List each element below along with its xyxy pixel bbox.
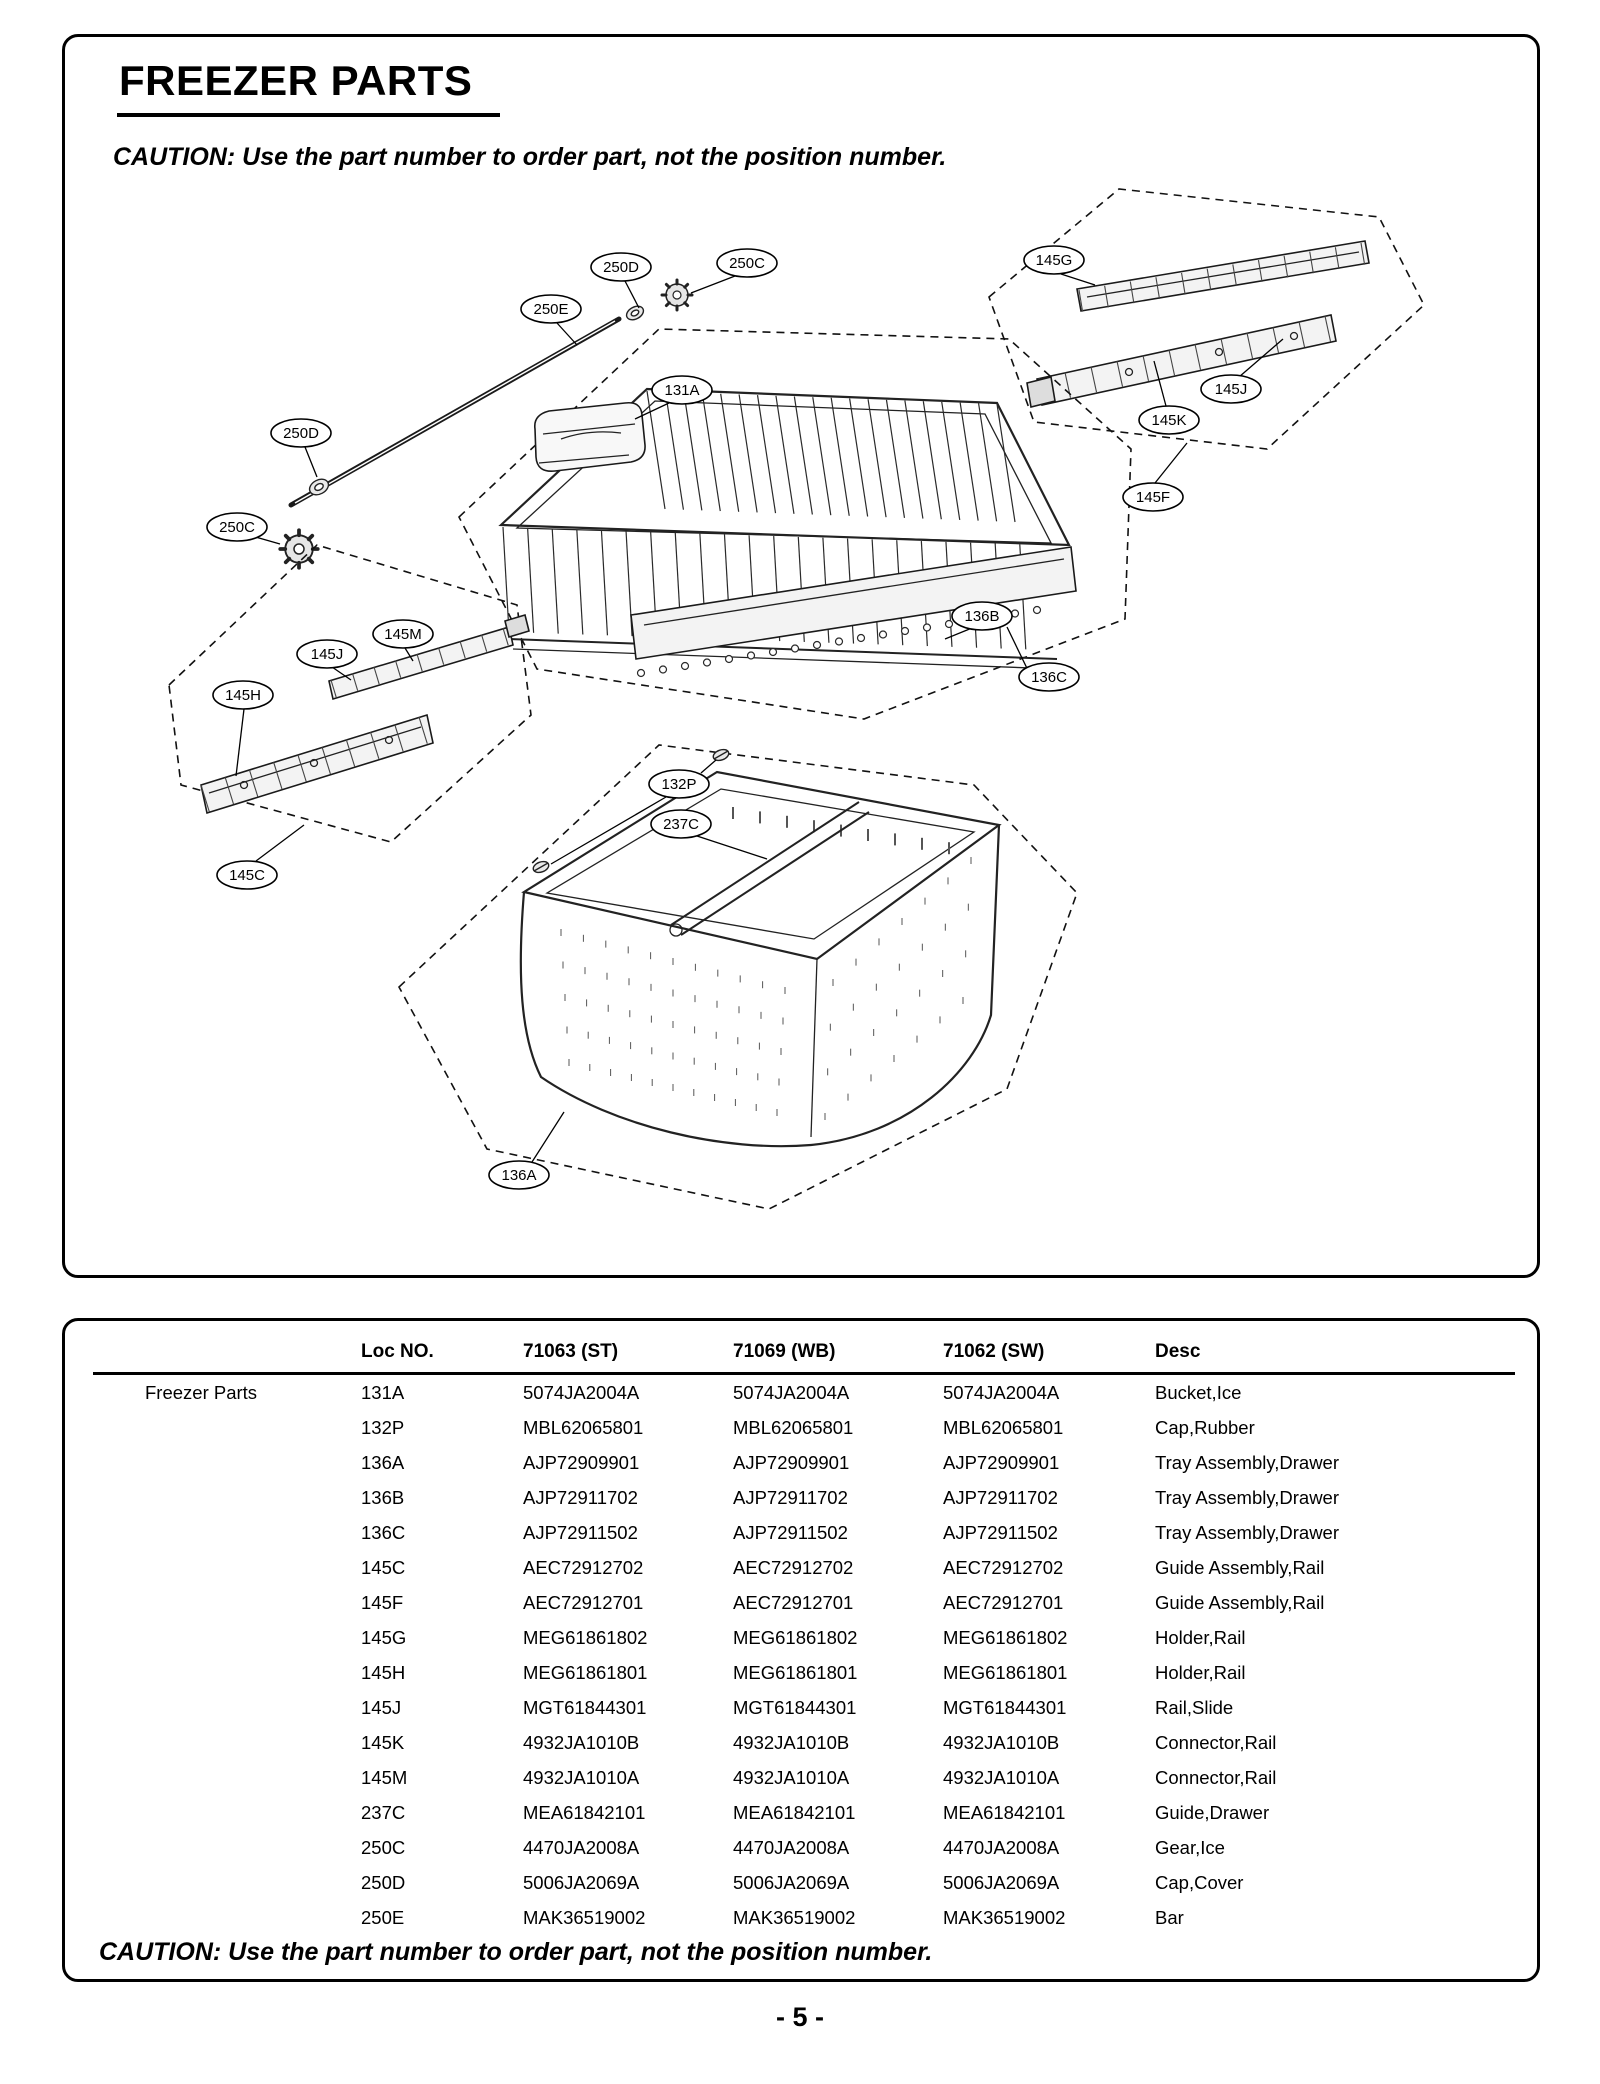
cell-loc-no: 145M — [361, 1767, 408, 1788]
table-row — [93, 1795, 1515, 1830]
callout-250d-top — [591, 253, 651, 281]
cell-71063-st: 5074JA2004A — [523, 1382, 640, 1403]
cell-71069-wb: AJP72911502 — [733, 1522, 848, 1543]
cell-desc: Guide,Drawer — [1155, 1802, 1270, 1823]
cell-loc-no: 145F — [361, 1592, 404, 1613]
diagram-panel — [62, 34, 1540, 1278]
callout-145j-right — [1201, 375, 1261, 403]
cell-loc-no: 145K — [361, 1732, 405, 1753]
drawer-group — [399, 745, 1077, 1209]
ice-bucket-131a — [535, 403, 645, 471]
callout-145k — [1139, 406, 1199, 434]
callout-250e — [521, 295, 581, 323]
table-row — [93, 1620, 1515, 1655]
cell-71062-sw: MBL62065801 — [943, 1417, 1064, 1438]
cell-71063-st: MAK36519002 — [523, 1907, 646, 1928]
cell-71063-st: 5006JA2069A — [523, 1872, 640, 1893]
cell-71062-sw: AJP72911702 — [943, 1487, 1058, 1508]
svg-text:250D: 250D — [603, 259, 639, 276]
cell-loc-no: 132P — [361, 1417, 405, 1438]
cell-71063-st: MGT61844301 — [523, 1697, 647, 1718]
cell-71062-sw: MEG61861801 — [943, 1662, 1068, 1683]
rubber-cap-132p-a — [712, 748, 730, 763]
cell-group — [93, 1760, 361, 1795]
cell-71069-wb: MAK36519002 — [733, 1907, 856, 1928]
cell-71063-st: MEA61842101 — [523, 1802, 646, 1823]
cell-71069-wb: MEG61861802 — [733, 1627, 858, 1648]
svg-text:136A: 136A — [501, 1167, 537, 1184]
cell-71062-sw: MEG61861802 — [943, 1627, 1068, 1648]
exploded-diagram — [69, 187, 1539, 1273]
right-rail-group — [989, 189, 1424, 449]
cell-71069-wb: AJP72909901 — [733, 1452, 850, 1473]
svg-text:250C: 250C — [219, 519, 255, 536]
cell-desc: Guide Assembly,Rail — [1155, 1592, 1325, 1613]
cell-loc-no: 131A — [361, 1382, 405, 1403]
drawer-region-outline — [399, 745, 1077, 1209]
callout-145j-left — [297, 640, 357, 668]
svg-text:250C: 250C — [729, 255, 765, 272]
cell-loc-no: 145J — [361, 1697, 402, 1718]
cell-group — [93, 1865, 361, 1900]
svg-text:145G: 145G — [1035, 252, 1073, 269]
table-row — [93, 1725, 1515, 1760]
ice-gear-250c-top-icon — [662, 280, 692, 310]
parts-table-panel — [62, 1318, 1540, 1982]
cell-71063-st: AEC72912702 — [523, 1557, 644, 1578]
callout-145g — [1024, 246, 1084, 274]
cell-71062-sw: AJP72911502 — [943, 1522, 1058, 1543]
cell-desc: Guide Assembly,Rail — [1155, 1557, 1325, 1578]
svg-text:145J: 145J — [310, 646, 344, 663]
svg-text:136B: 136B — [964, 608, 1000, 625]
drawer-tray-136a — [521, 772, 999, 1146]
svg-text:145K: 145K — [1151, 412, 1187, 429]
cell-71069-wb: MBL62065801 — [733, 1417, 854, 1438]
table-row — [93, 1865, 1515, 1900]
cell-71069-wb: MGT61844301 — [733, 1697, 857, 1718]
cell-71063-st: MBL62065801 — [523, 1417, 644, 1438]
basket-back-wires — [647, 391, 1015, 522]
table-row — [93, 1410, 1515, 1445]
callout-250d-left — [271, 419, 331, 447]
table-row — [93, 1480, 1515, 1515]
cell-71063-st: 4470JA2008A — [523, 1837, 640, 1858]
cell-desc: Holder,Rail — [1155, 1662, 1246, 1683]
cell-group — [93, 1410, 361, 1445]
svg-text:250E: 250E — [533, 301, 569, 318]
callout-136a — [489, 1161, 549, 1189]
cell-71062-sw: MGT61844301 — [943, 1697, 1067, 1718]
cell-desc: Tray Assembly,Drawer — [1155, 1452, 1340, 1473]
svg-text:132P: 132P — [661, 776, 697, 793]
cell-71063-st: MEG61861802 — [523, 1627, 648, 1648]
page-title: FREEZER PARTS — [117, 57, 500, 117]
cell-71063-st: MEG61861801 — [523, 1662, 648, 1683]
caution-top: CAUTION: Use the part number to order part, not the position number. — [113, 143, 947, 171]
table-row — [93, 1900, 1515, 1935]
column-header: 71062 (SW) — [943, 1337, 1155, 1374]
cell-71069-wb: MEG61861801 — [733, 1662, 858, 1683]
cell-group — [93, 1690, 361, 1725]
table-header-row — [93, 1337, 1515, 1374]
callout-250c-top — [717, 249, 777, 277]
cell-71062-sw: 4932JA1010A — [943, 1767, 1060, 1788]
callout-145h — [213, 681, 273, 709]
table-row — [93, 1760, 1515, 1795]
cell-71062-sw: 5006JA2069A — [943, 1872, 1060, 1893]
cell-group — [93, 1655, 361, 1690]
callout-145c — [217, 861, 277, 889]
cell-desc: Holder,Rail — [1155, 1627, 1246, 1648]
table-row — [93, 1374, 1515, 1411]
table-row — [93, 1550, 1515, 1585]
cell-71062-sw: AEC72912702 — [943, 1557, 1064, 1578]
cell-group — [93, 1515, 361, 1550]
cell-71063-st: AJP72911702 — [523, 1487, 638, 1508]
callout-145f — [1123, 483, 1183, 511]
table-row — [93, 1585, 1515, 1620]
cell-desc: Rail,Slide — [1155, 1697, 1234, 1718]
svg-text:136C: 136C — [1031, 669, 1067, 686]
cell-group — [93, 1585, 361, 1620]
cell-loc-no: 145H — [361, 1662, 406, 1683]
cell-group — [93, 1480, 361, 1515]
cell-desc: Connector,Rail — [1155, 1732, 1277, 1753]
cell-loc-no: 250D — [361, 1872, 406, 1893]
cell-group — [93, 1725, 361, 1760]
cell-desc: Bucket,Ice — [1155, 1382, 1242, 1403]
cell-71062-sw: AJP72909901 — [943, 1452, 1060, 1473]
cell-desc: Bar — [1155, 1907, 1184, 1928]
caution-bottom: CAUTION: Use the part number to order part, not the position number. — [99, 1938, 933, 1966]
svg-text:237C: 237C — [663, 816, 699, 833]
cell-71069-wb: MEA61842101 — [733, 1802, 856, 1823]
table-row — [93, 1690, 1515, 1725]
cell-desc: Tray Assembly,Drawer — [1155, 1487, 1340, 1508]
cell-loc-no: 145C — [361, 1557, 406, 1578]
tub-perf-left — [561, 929, 785, 1116]
cell-group — [93, 1550, 361, 1585]
svg-text:145J: 145J — [1214, 381, 1248, 398]
callout-132p — [649, 770, 709, 798]
parts-table — [93, 1337, 1515, 1935]
table-row — [93, 1830, 1515, 1865]
table-row — [93, 1655, 1515, 1690]
cell-loc-no: 136C — [361, 1522, 406, 1543]
callout-136b — [952, 602, 1012, 630]
cell-71069-wb: 4932JA1010B — [733, 1732, 850, 1753]
cell-loc-no: 145G — [361, 1627, 407, 1648]
callout-131a — [652, 376, 712, 404]
cell-71063-st: 4932JA1010B — [523, 1732, 640, 1753]
column-header: 71069 (WB) — [733, 1337, 943, 1374]
cell-71069-wb: 5074JA2004A — [733, 1382, 850, 1403]
cell-group: Freezer Parts — [145, 1382, 258, 1403]
cell-71069-wb: 4932JA1010A — [733, 1767, 850, 1788]
cell-loc-no: 136A — [361, 1452, 405, 1473]
svg-text:145H: 145H — [225, 687, 261, 704]
cell-71069-wb: AJP72911702 — [733, 1487, 848, 1508]
cell-loc-no: 250E — [361, 1907, 405, 1928]
rail-slide-145j-right — [1037, 315, 1336, 405]
column-header: Loc NO. — [361, 1337, 523, 1374]
cell-71063-st: AEC72912701 — [523, 1592, 644, 1613]
right-rail-region-outline — [989, 189, 1424, 449]
svg-text:250D: 250D — [283, 425, 319, 442]
cell-group — [93, 1900, 361, 1935]
cell-group — [93, 1795, 361, 1830]
callout-136c — [1019, 663, 1079, 691]
rail-holder-145g — [1077, 241, 1369, 311]
svg-text:145F: 145F — [1135, 489, 1171, 506]
cell-71062-sw: MAK36519002 — [943, 1907, 1066, 1928]
callout-250c-left — [207, 513, 267, 541]
parts-table-body — [93, 1374, 1515, 1936]
cell-loc-no: 237C — [361, 1802, 406, 1823]
cell-71062-sw: 5074JA2004A — [943, 1382, 1060, 1403]
cell-71062-sw: 4470JA2008A — [943, 1837, 1060, 1858]
cell-71069-wb: 4470JA2008A — [733, 1837, 850, 1858]
cell-71062-sw: 4932JA1010B — [943, 1732, 1060, 1753]
table-row — [93, 1515, 1515, 1550]
cell-71063-st: AJP72911502 — [523, 1522, 638, 1543]
cell-71069-wb: 5006JA2069A — [733, 1872, 850, 1893]
svg-text:145M: 145M — [384, 626, 422, 643]
cell-desc: Connector,Rail — [1155, 1767, 1277, 1788]
svg-text:145C: 145C — [229, 867, 265, 884]
cell-71062-sw: MEA61842101 — [943, 1802, 1066, 1823]
callout-145m — [373, 620, 433, 648]
cell-71062-sw: AEC72912701 — [943, 1592, 1064, 1613]
cell-desc: Cap,Cover — [1155, 1872, 1244, 1893]
cell-desc: Gear,Ice — [1155, 1837, 1225, 1858]
cell-71069-wb: AEC72912701 — [733, 1592, 854, 1613]
column-header: 71063 (ST) — [523, 1337, 733, 1374]
column-header: Desc — [1155, 1337, 1515, 1374]
cell-desc: Tray Assembly,Drawer — [1155, 1522, 1340, 1543]
cell-group — [93, 1620, 361, 1655]
cell-loc-no: 136B — [361, 1487, 405, 1508]
cell-loc-no: 250C — [361, 1837, 406, 1858]
cell-71069-wb: AEC72912702 — [733, 1557, 854, 1578]
cell-group — [93, 1445, 361, 1480]
cell-71063-st: 4932JA1010A — [523, 1767, 640, 1788]
svg-text:131A: 131A — [664, 382, 700, 399]
page-number: - 5 - — [775, 2002, 824, 2032]
callout-237c — [651, 810, 711, 838]
cell-group — [93, 1830, 361, 1865]
cap-250d-top — [624, 303, 646, 322]
rail-connector-145k — [1027, 377, 1055, 407]
table-row — [93, 1445, 1515, 1480]
cell-71063-st: AJP72909901 — [523, 1452, 640, 1473]
column-header — [93, 1337, 361, 1374]
cell-desc: Cap,Rubber — [1155, 1417, 1255, 1438]
